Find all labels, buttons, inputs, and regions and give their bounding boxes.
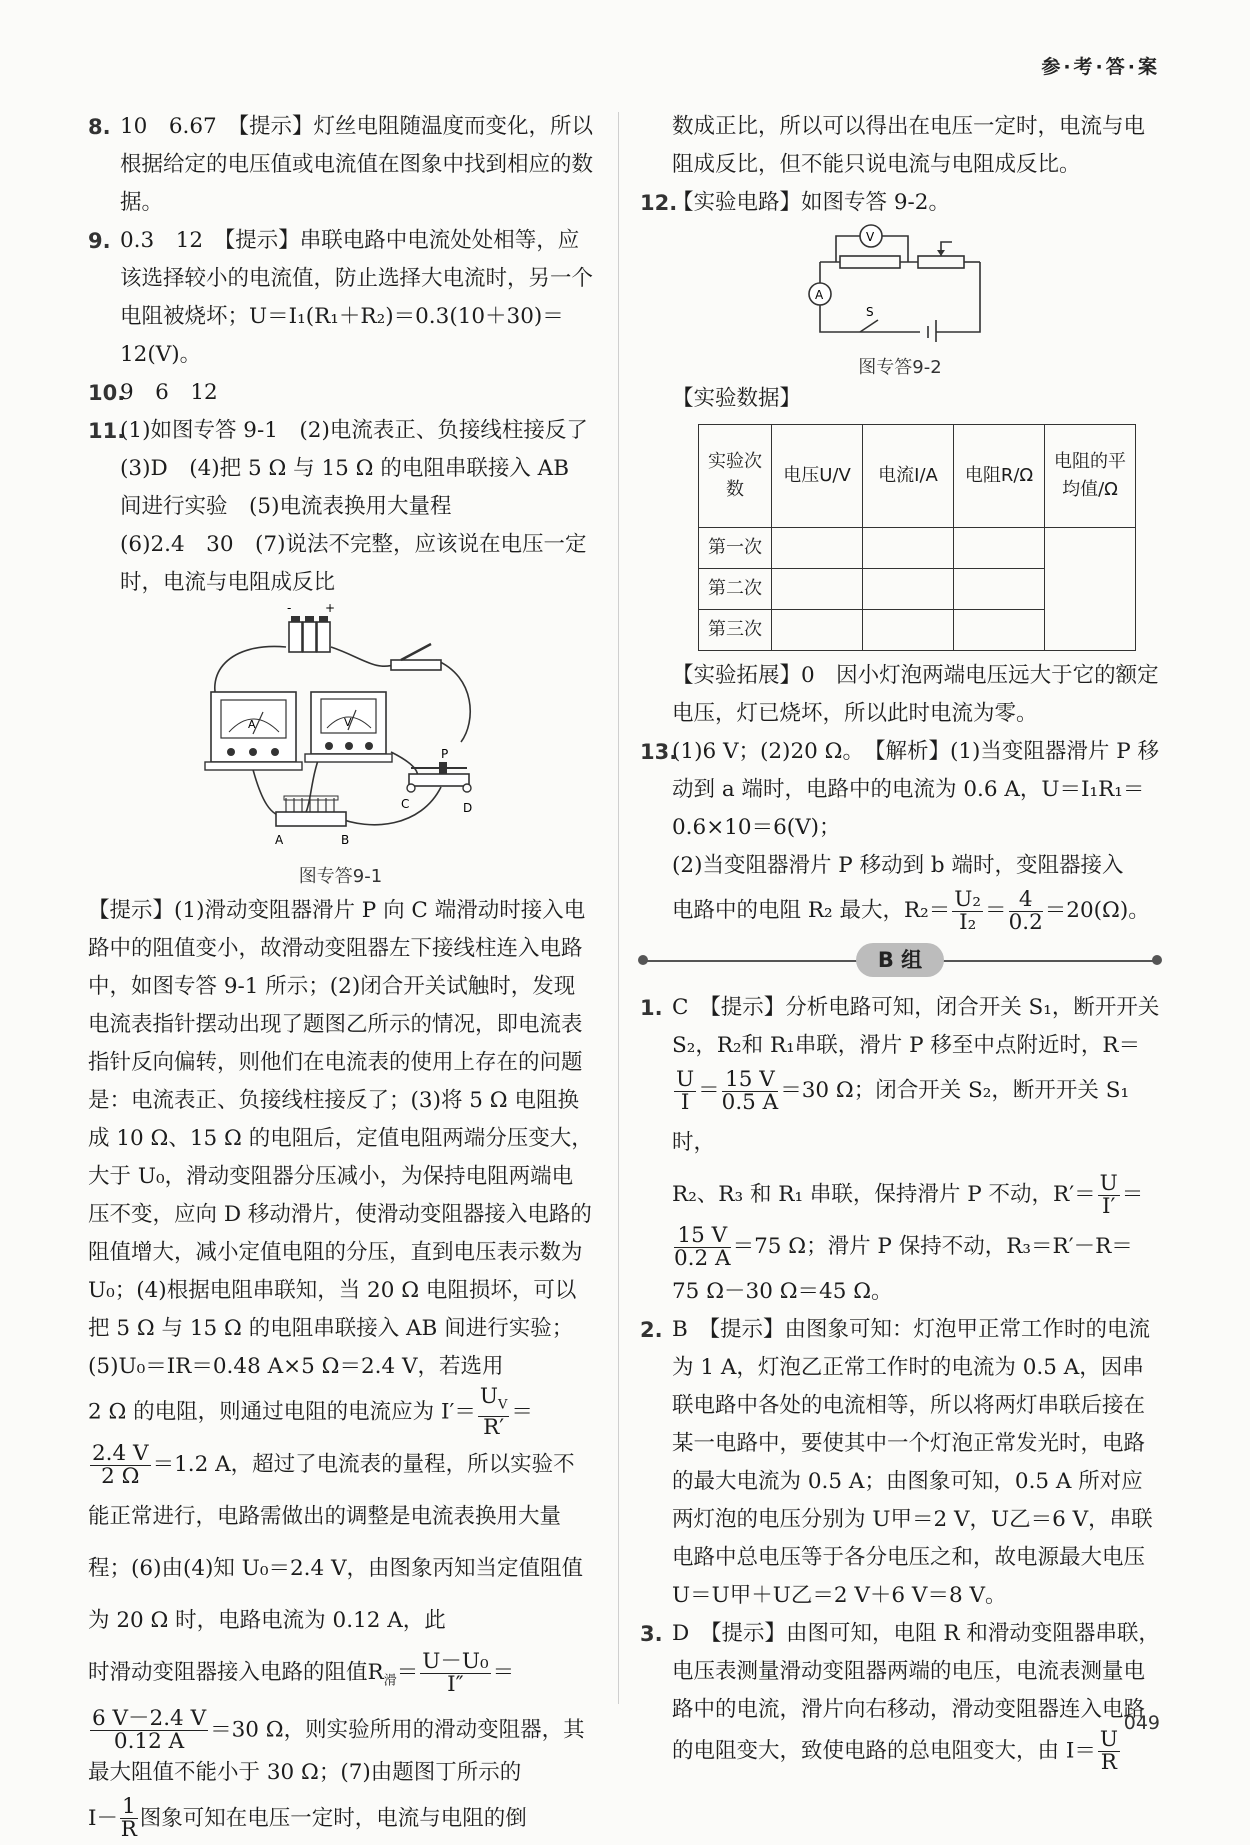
frac-numerator: U₂ <box>954 886 982 912</box>
frac-numerator: U <box>1099 1727 1118 1752</box>
table-cell <box>772 610 863 651</box>
answer-number: 12. <box>640 191 678 215</box>
answer-number: 2. <box>640 1318 663 1342</box>
answer-text: ＝30 Ω；闭合开关 S₂，断开开关 S₁时， <box>672 1078 1130 1155</box>
table-cell <box>863 569 954 610</box>
answer-text: D 【提示】由图可知，电阻 R 和滑动变阻器串联，电压表测量滑动变阻器两端的电压，电流表测量电路中的电流，滑片向右移动，滑动变阻器连入电路的电阻变大，致使电路的总电阻变大，由 I＝ <box>672 1621 1160 1764</box>
page-number: 049 <box>1123 1712 1160 1734</box>
frac-denominator: I′ <box>1102 1193 1116 1219</box>
table-cell <box>863 610 954 651</box>
battery-plus-label: + <box>324 602 335 615</box>
table-cell <box>772 569 863 610</box>
terminal-c-label: C <box>400 797 409 811</box>
answer-text: 电路中的电阻 R₂ 最大，R₂＝ <box>672 898 951 923</box>
frac-denominator: 0.2 <box>1008 909 1043 935</box>
fraction-u-minus-u0 <box>420 1648 490 1697</box>
answer-text: ＝ <box>985 898 1007 923</box>
group-b-heading <box>640 941 1160 981</box>
switch-icon <box>391 644 441 670</box>
answer-b3 <box>640 1615 1160 1774</box>
table-cell-average <box>1045 528 1136 651</box>
fraction-1-over-r <box>120 1796 138 1841</box>
circuit-diagram-9-2 <box>800 222 1000 342</box>
answer-text: ＝75 Ω；滑片 P 保持不动，R₃＝R′－R＝ <box>732 1234 1133 1259</box>
hint-text: ＝ <box>396 1660 419 1686</box>
frac-denominator: R′ <box>483 1415 505 1441</box>
table-row-label: 第二次 <box>699 569 772 610</box>
table-header: 实验次数 <box>699 425 772 528</box>
frac-denominator: 2 Ω <box>101 1463 140 1489</box>
fraction-15v-over-0-2a <box>674 1222 731 1271</box>
answer-number: 1. <box>640 996 663 1020</box>
hint-11-part1: 【提示】(1)滑动变阻器滑片 P 向 C 端滑动时接入电路中的阻值变小，故滑动变阻器左下接线柱连入电路中，如图专答 9-1 所示；(2)闭合开关试触时，发现电流表指针摆动出现了题图乙所示的情况，即电流表指针反向偏转，则他们在电流表的使用上存在的问题是：电流表正、负接线柱接反了；(3)将 5 Ω 电阻换成 10 Ω、15 Ω 的电阻后，定值电阻两端分压变大，大于 U₀，滑动变阻器分压减小，为保持电阻两端电压不变，应向 D 移动滑片，使滑动变阻器接入电路的阻值增大，减小定值电阻的分压，直到电压表示数为 U₀；(4)根据电阻串联知，当 20 Ω 电阻损坏，可以把 5 Ω 与 15 Ω 的电阻串联接入 AB 间进行实验；(5)U₀＝IR＝0.48 A×5 Ω＝2.4 V，若选用 <box>88 898 593 1379</box>
answer-10 <box>88 374 593 412</box>
left-column <box>88 108 610 1845</box>
switch-s-label: S <box>866 305 874 319</box>
frac-numerator: U <box>676 1066 695 1092</box>
fraction-2-4v-over-2ohm <box>90 1440 151 1489</box>
battery-minus-label: - <box>286 602 291 615</box>
answer-text: ＝ <box>698 1078 720 1103</box>
answer-text: (1)6 V；(2)20 Ω。 【解析】(1)当变阻器滑片 P 移动到 a 端时，电路中的电流为 0.6 A，U＝I₁R₁＝0.6×10＝6(V)； <box>672 739 1160 840</box>
answer-13 <box>640 733 1160 847</box>
ammeter-symbol-label: A <box>815 288 824 302</box>
answer-13-part2: (2)当变阻器滑片 P 移动到 b 端时，变阻器接入 <box>672 853 1124 878</box>
fraction-u-over-i <box>674 1066 696 1115</box>
hint-text: ＝1.2 A，超过了电流表的量程，所以实验不能正常进行，电路需做出的调整是电流表换用大量程；(6)由(4)知 U₀＝2.4 V，由图象丙知当定值阻值为 20 Ω 时，电路电流为 0.12 A，此 <box>88 1452 584 1634</box>
frac-denominator: R <box>1100 1750 1117 1775</box>
answer-12 <box>640 184 1160 222</box>
table-header: 电压U/V <box>772 425 863 528</box>
answer-b1-line3 <box>640 1169 1160 1221</box>
answer-8 <box>88 108 593 222</box>
data-title: 【实验数据】 <box>672 386 802 411</box>
answer-11-continued: (6)2.4 30 (7)说法不完整，应该说在电压一定时，电流与电阻成反比 <box>120 532 587 595</box>
answer-text: 【实验电路】如图专答 9-2。 <box>672 190 950 215</box>
answer-number: 11. <box>88 419 126 443</box>
table-cell <box>863 528 954 569</box>
experiment-extension: 【实验拓展】0 因小灯泡两端电压远大于它的额定电压，灯已烧坏，所以此时电流为零。 <box>672 663 1159 726</box>
answer-13-part3 <box>640 885 1160 937</box>
figure-caption: 图专答9-1 <box>298 866 383 887</box>
table-row-label: 第一次 <box>699 528 772 569</box>
group-b-label: B 组 <box>856 943 944 977</box>
table-row-label: 第三次 <box>699 610 772 651</box>
answer-number: 3. <box>640 1622 663 1646</box>
answer-number: 13. <box>640 740 678 764</box>
table-cell <box>954 569 1045 610</box>
frac-denominator: 0.12 A <box>113 1728 185 1754</box>
hint-11-line-fraction <box>88 1439 593 1647</box>
frac-denominator: R <box>120 1817 137 1843</box>
frac-denominator: I₂ <box>959 909 977 935</box>
hint-text: 时滑动变阻器接入电路的阻值R <box>88 1660 384 1686</box>
terminal-b-label: B <box>340 833 349 847</box>
frac-denominator: 0.5 A <box>721 1089 779 1115</box>
hint-11-line-rheostat <box>88 1647 593 1707</box>
figure-9-2 <box>640 222 1160 380</box>
hint-text: ＝ <box>511 1399 533 1425</box>
answer-b1-line5: 75 Ω－30 Ω＝45 Ω。 <box>672 1279 893 1304</box>
frac-numerator: 15 V <box>722 1069 779 1092</box>
hint-text: ＝ <box>492 1660 515 1686</box>
hint-text: 图象可知在电压一定时，电流与电阻的倒 <box>139 1805 527 1831</box>
answer-b2 <box>640 1311 1160 1615</box>
heading-dot <box>1152 955 1162 965</box>
answer-number: 10. <box>88 381 126 405</box>
voltmeter-label: V <box>343 716 352 729</box>
table-header: 电阻R/Ω <box>954 425 1045 528</box>
frac-numerator: U－U₀ <box>422 1648 489 1674</box>
right-column <box>640 108 1160 1774</box>
answer-9 <box>88 222 593 374</box>
fraction-6v-minus-2-4v <box>90 1705 208 1754</box>
table-cell <box>772 528 863 569</box>
figure-caption: 图专答9-2 <box>858 357 942 378</box>
hint-11-line-result <box>88 1705 593 1793</box>
battery-icon <box>289 616 330 652</box>
section-header: 参·考·答·案 <box>1041 56 1160 78</box>
frac-denominator: 0.2 A <box>674 1245 731 1271</box>
answer-number: 9. <box>88 229 111 253</box>
fraction-4-over-0-2 <box>1008 886 1043 935</box>
answer-b1-line4 <box>640 1221 1160 1273</box>
answer-b1 <box>640 989 1160 1065</box>
hint-text: I－ <box>88 1805 118 1831</box>
frac-denominator: I″ <box>447 1671 464 1697</box>
answer-b1-line2 <box>640 1065 1160 1169</box>
answer-text: R₂、R₃ 和 R₁ 串联，保持滑片 P 不动，R′＝ <box>672 1182 1096 1207</box>
hint-11-line-graph <box>88 1793 593 1845</box>
answer-text: ＝20(Ω)。 <box>1044 898 1150 923</box>
frac-sub: V <box>498 1397 508 1413</box>
slider-p-label: P <box>440 747 448 761</box>
answer-text: (1)如图专答 9-1 (2)电流表正、负接线柱接反了 (3)D (4)把 5 Ω 与 15 Ω 的电阻串联接入 AB 间进行实验 (5)电流表换用大量程 <box>120 418 610 519</box>
frac-numerator: 2.4 V <box>92 1440 149 1466</box>
frac-numerator: 15 V <box>674 1225 731 1248</box>
fraction-15v-over-0-5a <box>721 1066 779 1115</box>
frac-numerator: 6 V－2.4 V <box>92 1705 207 1731</box>
fraction-u-over-r <box>1098 1729 1120 1774</box>
hint-text: 2 Ω 的电阻，则通过电阻的电流应为 I′＝ <box>88 1399 476 1425</box>
answer-number: 8. <box>88 115 111 139</box>
resistor-ab-icon <box>276 796 346 826</box>
frac-numerator: 4 <box>1009 889 1043 912</box>
circuit-diagram-9-1 <box>191 602 491 852</box>
table-header: 电阻的平均值/Ω <box>1045 425 1136 528</box>
terminal-d-label: D <box>462 801 472 815</box>
fraction-u-over-i-prime <box>1098 1170 1120 1219</box>
answer-text: 0.3 12 【提示】串联电路中电流处处相等，应该选择较小的电流值，防止选择大电流时，另一个电阻被烧坏；U＝I₁(R₁＋R₂)＝0.3(10＋30)＝12(V)。 <box>120 228 594 367</box>
column-divider <box>618 112 619 1704</box>
answer-text: ＝ <box>1121 1182 1144 1207</box>
hint-11-line-current <box>88 1386 593 1439</box>
table-header: 电流I/A <box>863 425 954 528</box>
answer-text: C 【提示】分析电路可知，闭合开关 S₁，断开开关 S₂，R₂和 R₁串联，滑片 P 移至中点附近时，R＝ <box>672 995 1160 1058</box>
fraction-u2-over-i2 <box>952 886 983 935</box>
data-table <box>698 424 1136 651</box>
voltmeter-symbol-label: V <box>866 230 875 244</box>
heading-dot <box>638 955 648 965</box>
hint-sub: 滑 <box>383 1673 397 1689</box>
answer-text: 10 6.67 【提示】灯丝电阻随温度而变化，所以根据给定的电压值或电流值在图象中找到相应的数据。 <box>120 114 594 215</box>
fraction-uv-over-r <box>478 1386 510 1439</box>
ammeter-label: A <box>247 718 256 731</box>
answer-11-conclusion: 数成正比，所以可以得出在电压一定时，电流与电阻成反比，但不能只说电流与电阻成反比。 <box>672 114 1146 177</box>
terminal-a-label: A <box>274 833 283 847</box>
hint-text: ＝30 Ω，则实验所用的滑动变阻器，其最大阻值不能小于 30 Ω；(7)由题图丁所示的 <box>88 1717 585 1785</box>
frac-numerator: U <box>479 1384 499 1409</box>
answer-text: 9 6 12 <box>120 380 218 405</box>
frac-numerator: 1 <box>122 1794 136 1820</box>
answer-text: B 【提示】由图象可知：灯泡甲正常工作时的电流为 1 A，灯泡乙正常工作时的电流为 0.5 A，因串联电路中各处的电流相等，所以将两灯串联后接在某一电路中，要使其中一个灯泡正常发光时，电路的最大电流为 0.5 A；由图象可知，0.5 A 所对应两灯泡的电压分别为 U甲＝2 V，U乙＝6 V，串联电路中总电压等于各分电压之和，故电源最大电压 U＝U甲＋U乙＝2 V＋6 V＝8 V。 <box>672 1317 1153 1608</box>
answer-11 <box>88 412 610 526</box>
frac-denominator: I <box>680 1089 690 1115</box>
ammeter-icon <box>205 692 302 770</box>
table-cell <box>954 610 1045 651</box>
figure-9-1 <box>88 602 593 888</box>
table-cell <box>954 528 1045 569</box>
rheostat-icon <box>407 762 471 792</box>
frac-numerator: U <box>1099 1170 1118 1196</box>
